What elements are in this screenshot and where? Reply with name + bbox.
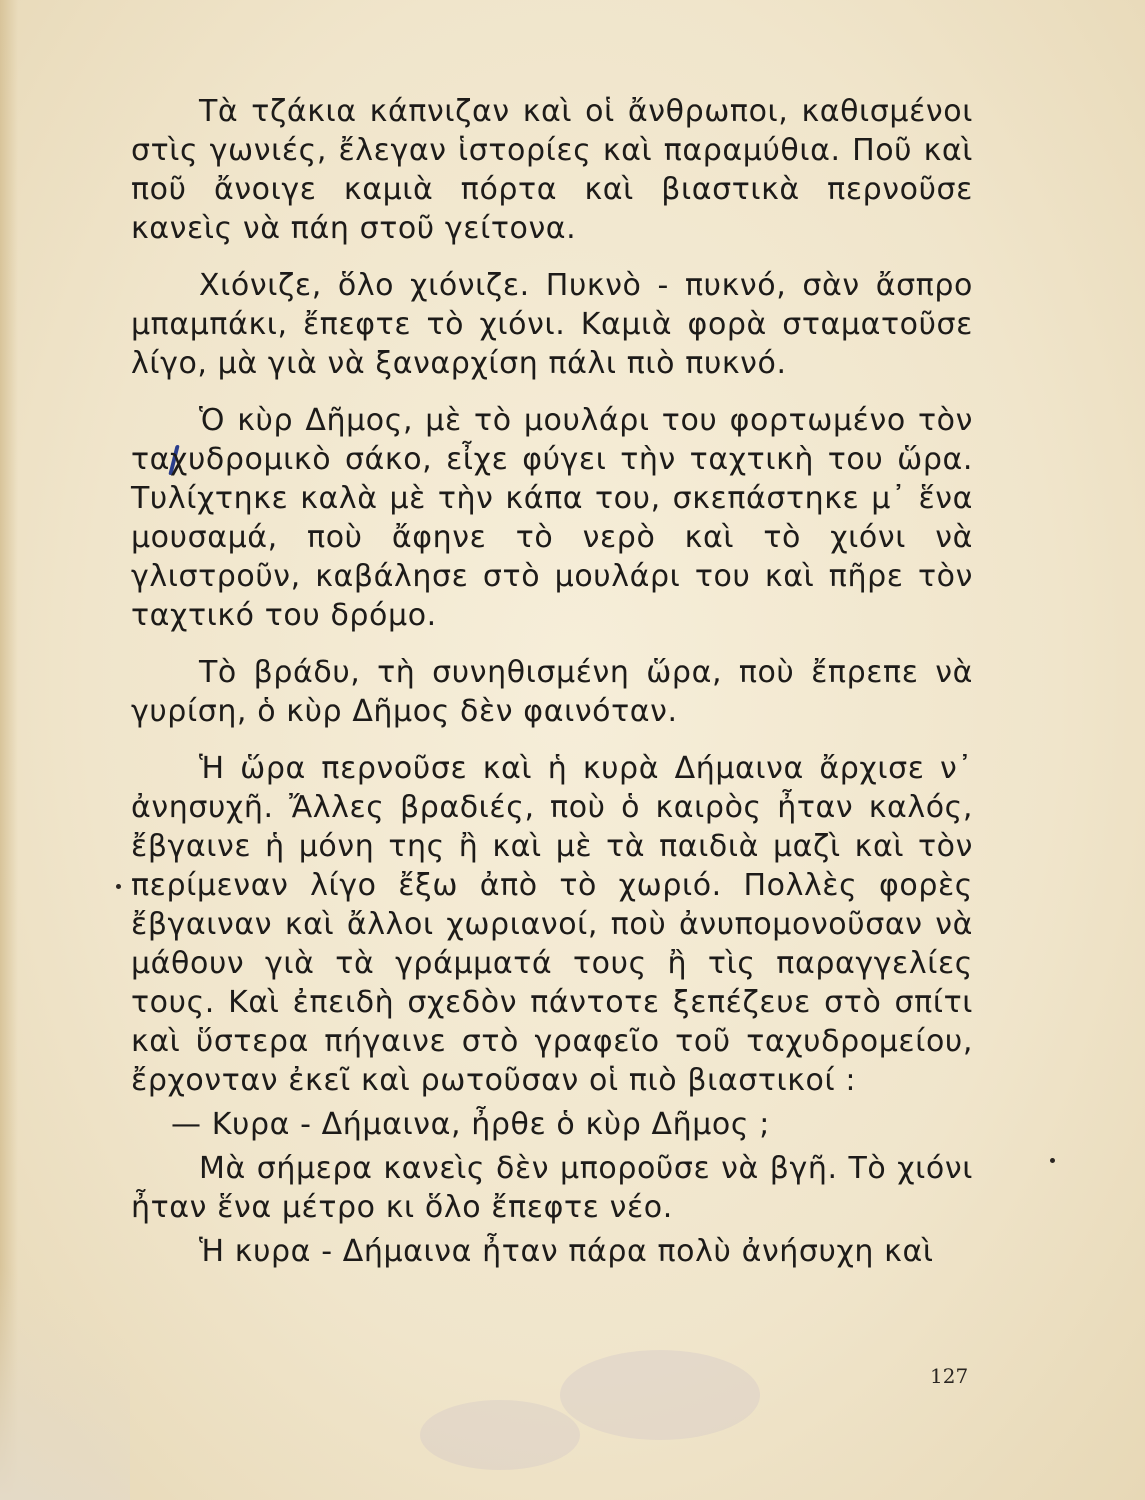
paragraph: Χιόνιζε, ὅλο χιόνιζε. Πυκνὸ - πυκνό, σὰν ἄσπρο μπαμπάκι, ἔπεφτε τὸ χιόνι. Καμιὰ φορὰ σταματοῦσε λίγο, μὰ γιὰ νὰ ξαναρχίση πάλι πιὸ πυκνό. [131,268,973,381]
page-worn-corner [0,1240,130,1500]
paragraph: Ἡ ὥρα περνοῦσε καὶ ἡ κυρὰ Δήμαινα ἄρχισε ν᾿ ἀνησυχῆ. Ἄλλες βραδιές, ποὺ ὁ καιρὸς ἦταν καλός, ἔβγαινε ἡ μόνη της ἢ καὶ μὲ τὰ παιδιὰ μαζὶ καὶ τὸν περίμεναν λίγο ἔξω ἀπὸ τὸ χωριό. Πολλὲς φορὲς ἔβγαιναν καὶ ἄλλοι χωριανοί, ποὺ ἀνυπομονοῦσαν νὰ μάθουν γιὰ τὰ γράμματά τους ἢ τὶς παραγγελίες τους. Καὶ ἐπειδὴ σχεδὸν πάντοτε ξεπέζευε στὸ σπίτι καὶ ὕστερα πήγαινε στὸ γραφεῖο τοῦ ταχυδρομείου, ἔρχονταν ἐκεῖ καὶ ρωτοῦσαν οἱ πιὸ βιαστικοί : [131,751,973,1098]
margin-dot [1050,1158,1055,1163]
paragraph: Τὰ τζάκια κάπνιζαν καὶ οἱ ἄνθρωποι, καθισμένοι στὶς γωνιές, ἔλεγαν ἱστορίες καὶ παραμύθια. Ποῦ καὶ ποῦ ἄνοιγε καμιὰ πόρτα καὶ βιαστικὰ περνοῦσε κανεὶς νὰ πάη στοῦ γείτονα. [131,94,973,246]
paper-stain [420,1400,580,1470]
paragraph: Τὸ βράδυ, τὴ συνηθισμένη ὥρα, ποὺ ἔπρεπε νὰ γυρίση, ὁ κὺρ Δῆμος δὲν φαινόταν. [131,655,973,729]
dialog-line: — Κυρα - Δήμαινα, ἦρθε ὁ κὺρ Δῆμος ; [171,1107,770,1142]
paper-stain [560,1350,760,1440]
paragraph: Ἡ κυρα - Δήμαινα ἦταν πάρα πολὺ ἀνήσυχη καὶ [199,1234,934,1269]
margin-dot [116,884,121,889]
document-body [131,92,973,1276]
paragraph: Μὰ σήμερα κανεὶς δὲν μποροῦσε νὰ βγῆ. Τὸ χιόνι ἦταν ἕνα μέτρο κι ὅλο ἔπεφτε νέο. [131,1151,973,1225]
page-number: 127 [930,1364,969,1388]
paragraph: Ὁ κὺρ Δῆμος, μὲ τὸ μουλάρι του φορτωμένο τὸν ταχυδρομικὸ σάκο, εἶχε φύγει τὴν ταχτικὴ του ὥρα. Τυλίχτηκε καλὰ μὲ τὴν κάπα του, σκεπάστηκε μ᾿ ἕνα μουσαμά, ποὺ ἄφηνε τὸ νερὸ καὶ τὸ χιόνι νὰ γλιστροῦν, καβάλησε στὸ μουλάρι του καὶ πῆρε τὸν ταχτικό του δρόμο. [131,403,973,633]
